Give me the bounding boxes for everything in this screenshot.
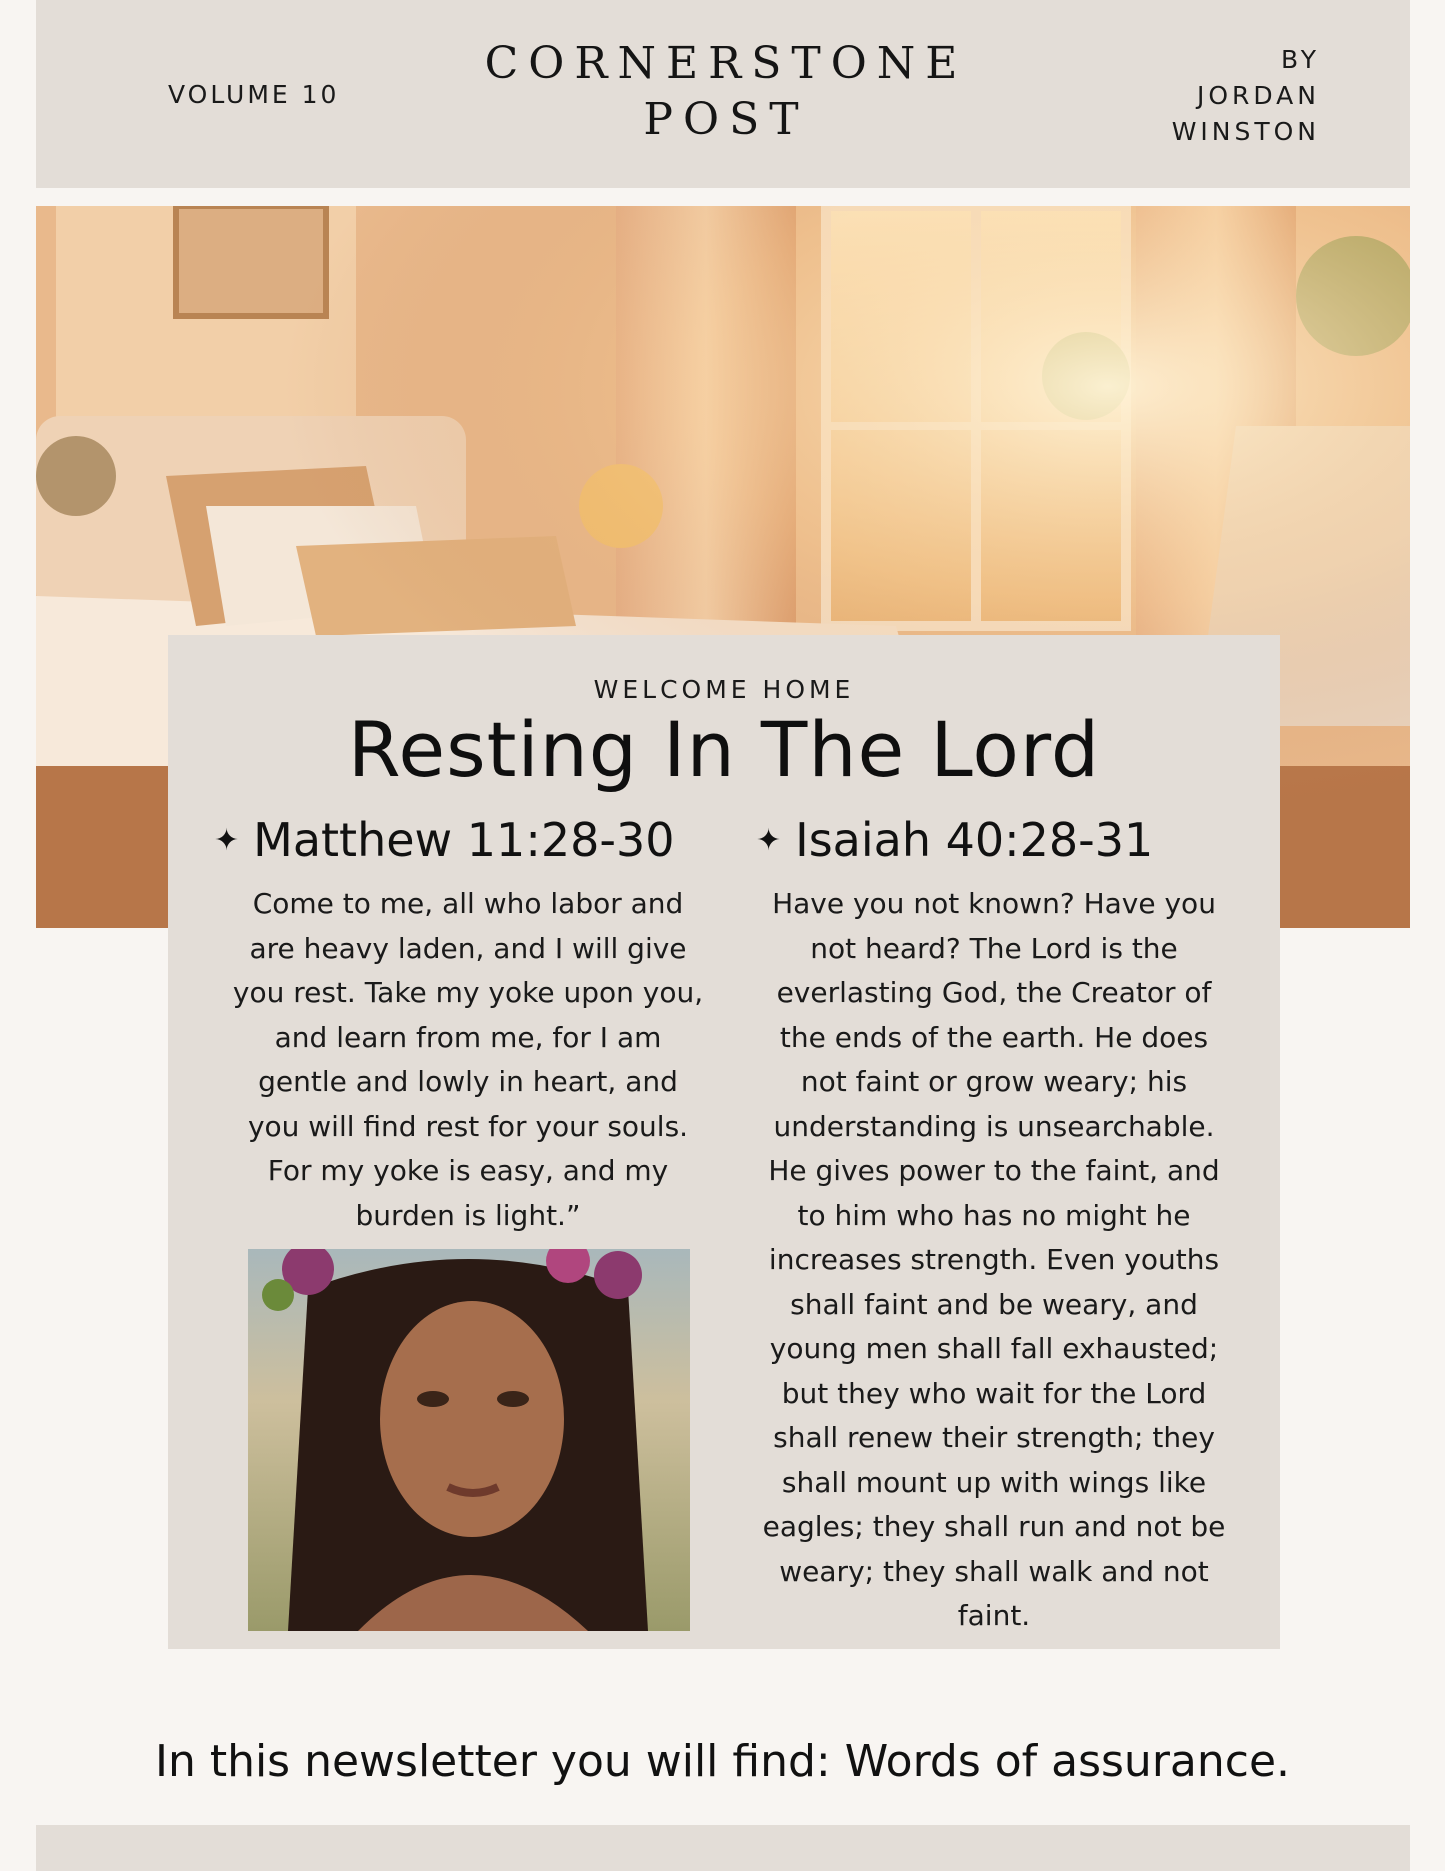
byline [1080, 42, 1320, 150]
bottom-bar [36, 1825, 1410, 1871]
byline-line: JORDAN [1196, 81, 1320, 110]
isaiah-verse-text: Have you not known? Have you not heard? The Lord is the everlasting God, the Creator of the ends of the earth. He does not faint or grow weary; his understanding is unsearchable. He gives power to the faint, and to him who has no might he increases strength. Even youths shall faint and be weary, and young men shall fall exhausted; but they who wait for the Lord shall renew their strength; they shall mount up with wings like eagles; they shall run and not be weary; they shall walk and not faint. [762, 887, 1226, 1632]
matthew-heading-text: Matthew 11:28-30 [253, 813, 675, 867]
isaiah-heading [756, 813, 1153, 867]
isaiah-heading-text: Isaiah 40:28-31 [795, 813, 1154, 867]
feature-panel [168, 635, 1280, 1649]
masthead-line: CORNERSTONE [484, 38, 968, 89]
byline-line: BY [1280, 45, 1320, 74]
volume-label: VOLUME 10 [168, 80, 340, 109]
feature-title: Resting In The Lord [347, 705, 1101, 794]
woman-portrait-image [248, 1249, 690, 1631]
byline-line: WINSTON [1171, 117, 1320, 146]
header-bar [36, 0, 1410, 188]
newsletter-summary: In this newsletter you will find: Words of assurance. [154, 1736, 1291, 1787]
portrait-illustration [248, 1249, 690, 1631]
matthew-verse-text: Come to me, all who labor and are heavy laden, and I will give you rest. Take my yoke upon you, and learn from me, for I am gentle and lowly in heart, and you will find rest for your souls. For my yoke is easy, and my burden is light.” [232, 887, 704, 1232]
masthead-line: POST [643, 94, 809, 145]
sparkle-icon: ✦ [214, 823, 240, 858]
masthead-title [456, 36, 996, 148]
matthew-heading [214, 813, 675, 867]
section-eyebrow: WELCOME HOME [593, 675, 855, 704]
sparkle-icon: ✦ [756, 823, 782, 858]
